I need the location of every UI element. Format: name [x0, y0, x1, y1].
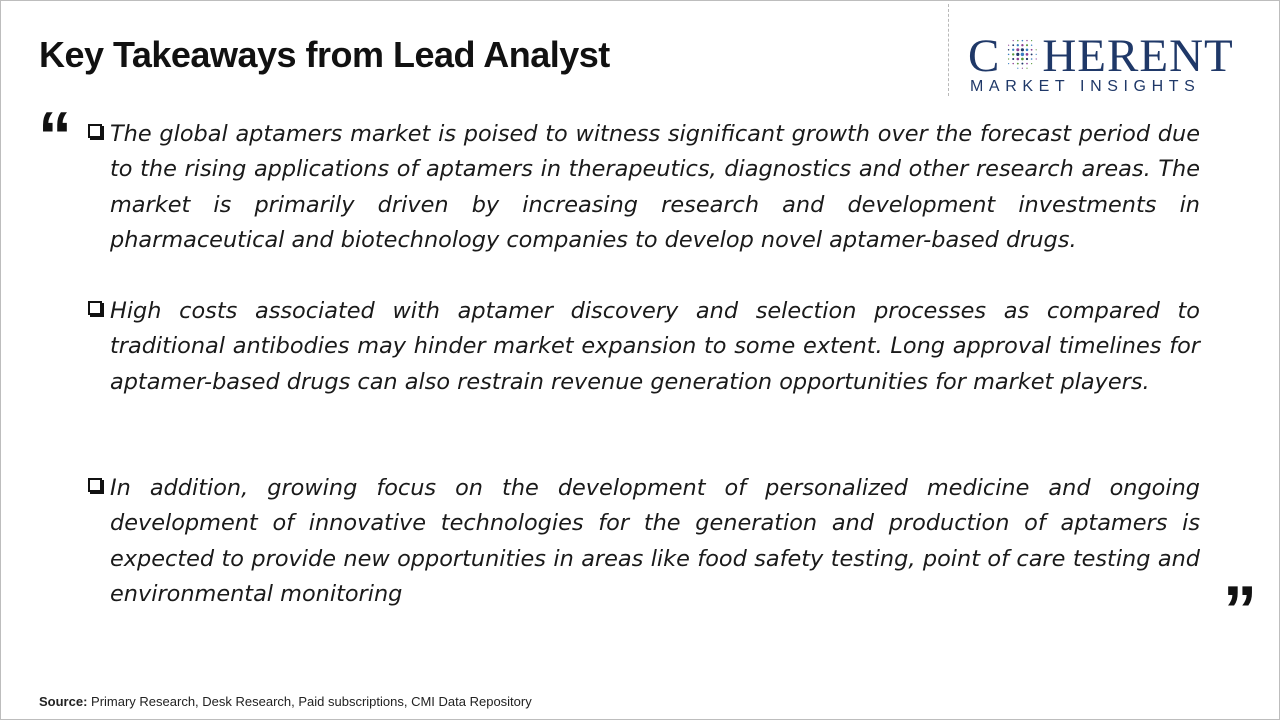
- globe-dot: [1017, 44, 1019, 46]
- globe-icon: [1001, 33, 1041, 80]
- globe-dot: [1021, 48, 1024, 51]
- globe-dot: [1027, 62, 1029, 64]
- globe-dot: [1012, 48, 1014, 50]
- header-divider: [948, 4, 949, 96]
- globe-dot: [1013, 44, 1015, 46]
- globe-dot: [1021, 52, 1024, 55]
- source-note: [39, 694, 532, 709]
- globe-dot: [1036, 58, 1037, 59]
- globe-dot: [1018, 67, 1019, 68]
- globe-dot: [1031, 63, 1032, 64]
- globe-dot: [1013, 40, 1014, 41]
- globe-dot: [1008, 63, 1009, 64]
- logo-subtitle: MARKET INSIGHTS: [970, 78, 1201, 95]
- checkbox-bullet-icon: [88, 478, 102, 492]
- globe-dot: [1017, 52, 1020, 55]
- globe-dot: [1013, 62, 1014, 63]
- globe-dot: [1036, 49, 1037, 50]
- globe-dot: [1008, 44, 1009, 45]
- globe-dot: [1027, 67, 1028, 68]
- globe-dot: [1022, 62, 1024, 64]
- close-quote-icon: ”: [1223, 572, 1257, 648]
- page-title: Key Takeaways from Lead Analyst: [39, 34, 610, 75]
- checkbox-bullet-icon: [88, 301, 102, 315]
- globe-dot: [1017, 62, 1019, 64]
- checkbox-bullet-icon: [88, 124, 102, 138]
- globe-dot: [1031, 40, 1032, 41]
- company-logo: [968, 30, 1260, 96]
- globe-dot: [1017, 39, 1019, 41]
- globe-dot: [1022, 67, 1023, 68]
- globe-dot: [1012, 53, 1014, 55]
- list-item: [86, 471, 1200, 613]
- globe-dot: [1026, 48, 1029, 51]
- logo-letter-c: C: [968, 30, 1001, 82]
- source-label: Source:: [39, 694, 88, 709]
- logo-word-rest: HERENT: [1042, 30, 1234, 82]
- logo-wordmark: [968, 30, 1234, 82]
- globe-dot: [1031, 58, 1033, 60]
- bullet-text: The global aptamers market is poised to witness significant growth over the forecast period due to the rising applications of aptamers in therapeutics, diagnostics and other research areas. The market is primarily driven by increasing research and development investments in pharmaceutical and biotechnology companies to develop novel aptamer-based drugs.: [110, 121, 1200, 254]
- list-item: [86, 294, 1200, 400]
- globe-dot: [1022, 44, 1024, 46]
- open-quote-icon: “: [38, 98, 72, 174]
- globe-dot: [1036, 53, 1037, 54]
- source-text: Primary Research, Desk Research, Paid subscriptions, CMI Data Repository: [87, 694, 532, 709]
- globe-dot: [1026, 44, 1028, 46]
- globe-dot: [1021, 57, 1024, 60]
- globe-dot: [1027, 39, 1028, 40]
- globe-dot: [1022, 39, 1024, 41]
- globe-dot: [1008, 58, 1009, 59]
- bullet-text: High costs associated with aptamer discovery and selection processes as compared to traditional antibodies may hinder market expansion to some extent. Long approval timelines for aptamer-based drugs can also restrain revenue generation opportunities for market players.: [110, 298, 1200, 395]
- globe-dot: [1017, 57, 1020, 60]
- globe-dot: [1026, 57, 1028, 59]
- globe-dot: [1008, 53, 1010, 55]
- bullet-text: In addition, growing focus on the development of personalized medicine and ongoing development of innovative technologies for the generation and production of aptamers is expected to provide new opportunities in areas like food safety testing, point of care testing and environmental monitoring: [110, 475, 1200, 608]
- globe-dot: [1013, 57, 1015, 59]
- globe-dot: [1017, 48, 1020, 51]
- globe-dot: [1031, 44, 1032, 45]
- globe-dot: [1031, 48, 1033, 50]
- globe-dot: [1008, 49, 1010, 51]
- list-item: [86, 117, 1200, 259]
- globe-dot: [1026, 53, 1029, 56]
- globe-dot: [1031, 53, 1033, 55]
